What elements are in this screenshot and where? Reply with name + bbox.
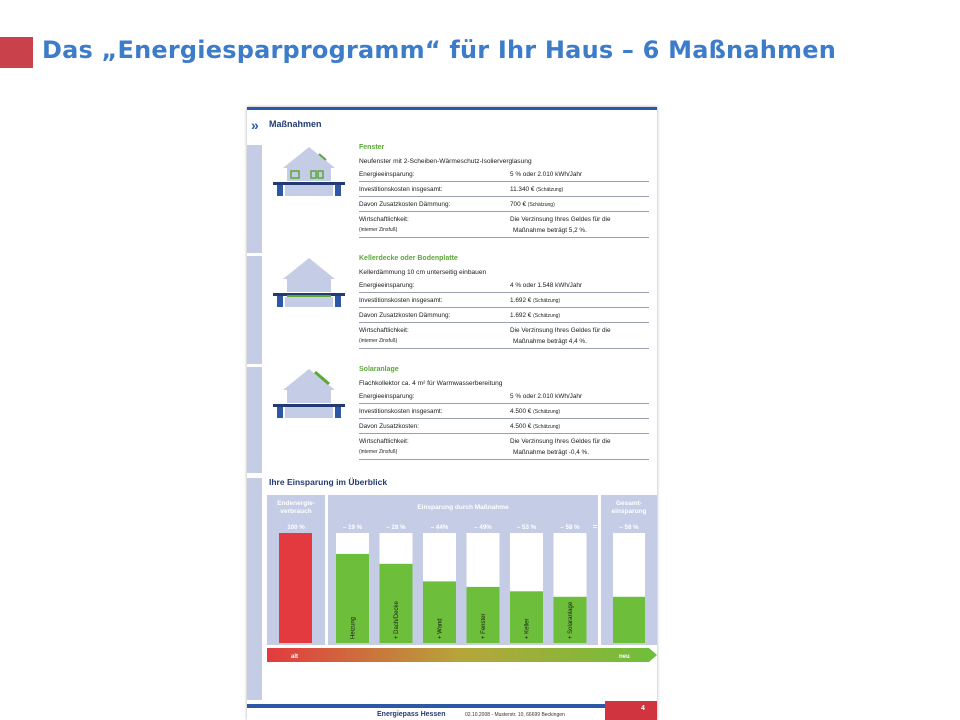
estimate-note: (Schätzung): [533, 313, 561, 319]
row-label: Davon Zusatzkosten Dämmung:: [359, 201, 451, 208]
footer-address: 02.10.2008 - Musterstr. 10, 66699 Beckingen: [465, 712, 565, 718]
measure-subtitle-fenster: Neufenster mit 2-Scheiben-Wärmeschutz-Isolierverglasung: [359, 158, 532, 165]
measure-title-fenster: Fenster: [359, 144, 385, 151]
footer-page-box: [605, 701, 657, 720]
category-label: + Fenster: [481, 613, 487, 639]
row-value-line2: Maßnahme beträgt 4,4 %.: [513, 338, 587, 345]
row-value: [510, 312, 560, 319]
measure-title-keller: Kellerdecke oder Bodenplatte: [359, 255, 458, 262]
category-label: + Wand: [437, 618, 444, 639]
table-row: [359, 405, 649, 419]
value-amount: 11.340 €: [510, 186, 535, 193]
table-row: [359, 390, 649, 404]
row-label: Davon Zusatzkosten:: [359, 423, 420, 430]
table-row-economics: [359, 213, 649, 238]
left-value-label: 100 %: [287, 524, 305, 531]
row-value: Die Verzinsung Ihres Geldes für die: [510, 438, 611, 445]
value-amount: 1.692 €: [510, 297, 532, 304]
row-sublabel: (interner Zinsfuß): [359, 338, 398, 344]
value-amount: 700 €: [510, 201, 526, 208]
row-label: Investitionskosten insgesamt:: [359, 186, 443, 193]
sidebar-panel-4: [247, 478, 262, 700]
row-value-line2: Maßnahme beträgt 5,2 %.: [513, 227, 587, 234]
left-header-line2: verbrauch: [280, 508, 312, 515]
change-label: – 19 %: [342, 524, 363, 531]
change-label: – 28 %: [386, 524, 406, 531]
row-sublabel: (interner Zinsfuß): [359, 227, 398, 233]
table-row-economics: [359, 324, 649, 349]
title-accent-bar: [0, 37, 33, 68]
row-value: Die Verzinsung Ihres Geldes für die: [510, 216, 611, 223]
row-value-line2: Maßnahme beträgt -0,4 %.: [513, 449, 590, 456]
gradient-left-label: alt: [291, 654, 299, 660]
equals-sign: =: [592, 524, 598, 531]
slide-title: Das „Energiesparprogramm“ für Ihr Haus – 6 Maßnahmen: [42, 36, 836, 64]
footer-brand: Energiepass Hessen: [377, 711, 446, 718]
estimate-note: (Schätzung): [536, 187, 564, 193]
bar-total: [613, 597, 645, 643]
row-label: Wirtschaftlichkeit:: [359, 438, 409, 445]
value-amount: 4.500 €: [510, 408, 532, 415]
row-value: [510, 297, 560, 304]
footer-strip: [247, 704, 657, 708]
row-label: Energieeinsparung:: [359, 171, 415, 178]
row-value: Die Verzinsung Ihres Geldes für die: [510, 327, 611, 334]
middle-header: Einsparung durch Maßnahme: [417, 504, 509, 511]
row-value: 5 % oder 2.010 kWh/Jahr: [510, 393, 583, 400]
category-label: Heizung: [350, 616, 357, 639]
measures-heading: Maßnahmen: [269, 119, 322, 129]
estimate-note: (Schätzung): [533, 424, 561, 430]
measure-subtitle-solar: Flachkollektor ca. 4 m² für Warmwasserbereitung: [359, 380, 503, 387]
value-amount: 4.500 €: [510, 423, 532, 430]
sidebar-panel-1: [247, 145, 262, 253]
category-label: + Dach/Decke: [394, 601, 400, 639]
measure-subtitle-keller: Kellerdämmung 10 cm unterseitig einbauen: [359, 269, 487, 276]
table-row: [359, 279, 649, 293]
table-row-economics: [359, 435, 649, 460]
chevron-icon: »: [251, 117, 259, 133]
category-label: + Keller: [524, 618, 531, 639]
row-label: Investitionskosten insgesamt:: [359, 408, 443, 415]
savings-chart: [267, 495, 657, 685]
row-sublabel: (interner Zinsfuß): [359, 449, 398, 455]
measure-title-solar: Solaranlage: [359, 366, 399, 373]
change-label: – 44%: [430, 524, 449, 531]
right-header-line1: Gesamt-: [615, 500, 643, 507]
row-value: [510, 201, 555, 208]
row-value: 4 % oder 1.548 kWh/Jahr: [510, 282, 583, 289]
change-label: – 58 %: [560, 524, 580, 531]
table-row: [359, 183, 649, 197]
change-label: – 49%: [474, 524, 492, 531]
house-window-icon: [273, 147, 345, 199]
table-row: [359, 309, 649, 323]
row-label: Energieeinsparung:: [359, 393, 415, 400]
top-rule: [247, 107, 657, 110]
estimate-note: (Schätzung): [533, 298, 561, 304]
row-value: 5 % oder 2.010 kWh/Jahr: [510, 171, 583, 178]
table-row: [359, 420, 649, 434]
savings-chart-svg: [267, 495, 657, 685]
change-label: – 53 %: [516, 524, 537, 531]
category-label: + Solaranlage: [568, 601, 574, 639]
house-solar-icon: [273, 369, 345, 421]
row-label: Energieeinsparung:: [359, 282, 415, 289]
gradient-right-label: neu: [619, 654, 630, 660]
document-page: [247, 107, 657, 720]
table-row: [359, 294, 649, 308]
table-row: [359, 198, 649, 212]
row-label: Davon Zusatzkosten Dämmung:: [359, 312, 451, 319]
right-header-line2: einsparung: [611, 508, 647, 515]
alt-neu-gradient-arrow: [267, 648, 657, 662]
right-value-label: – 58 %: [619, 524, 639, 531]
row-value: [510, 423, 560, 430]
sidebar-panel-2: [247, 256, 262, 364]
overview-title: Ihre Einsparung im Überblick: [269, 477, 388, 487]
row-label: Wirtschaftlichkeit:: [359, 327, 409, 334]
row-label: Investitionskosten insgesamt:: [359, 297, 443, 304]
bar-baseline: [279, 533, 312, 643]
row-value: [510, 186, 563, 193]
sidebar-panel-3: [247, 367, 262, 473]
estimate-note: (Schätzung): [533, 409, 561, 415]
page-number: 4: [641, 705, 645, 712]
row-label: Wirtschaftlichkeit:: [359, 216, 409, 223]
row-value: [510, 408, 560, 415]
left-header-line1: Endenergie-: [277, 500, 315, 507]
estimate-note: (Schätzung): [527, 202, 555, 208]
value-amount: 1.692 €: [510, 312, 532, 319]
table-row: [359, 168, 649, 182]
house-basement-icon: [273, 258, 345, 310]
